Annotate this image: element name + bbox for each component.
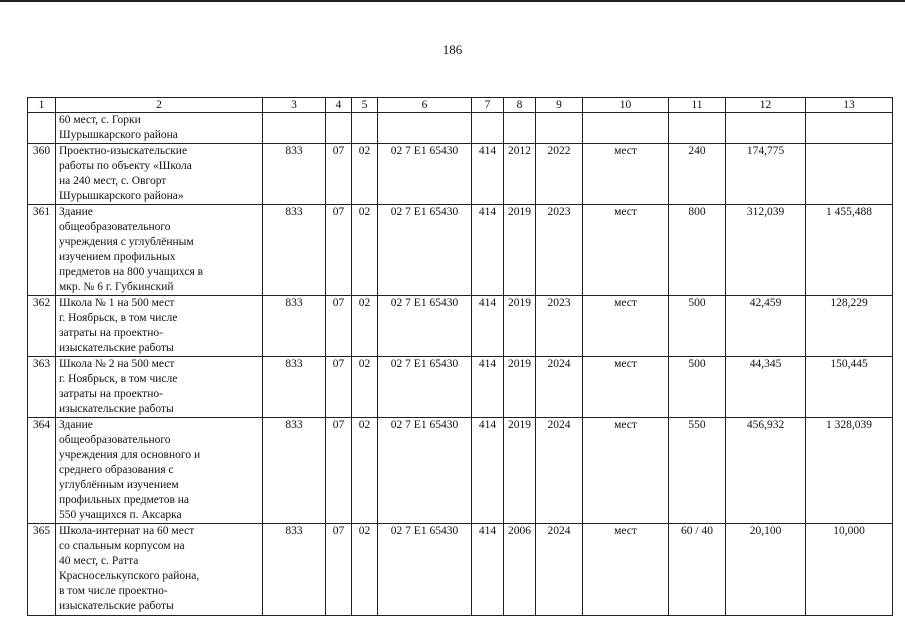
target-article-cell: 02 7 Е1 65430 [378, 296, 472, 357]
budget-table [27, 97, 893, 616]
expense-type-cell: 414 [472, 205, 504, 296]
table-cell [326, 113, 352, 144]
column-header: 10 [583, 98, 669, 113]
unit-cell: мест [583, 144, 669, 205]
table-cell [504, 113, 536, 144]
table-cell [669, 113, 726, 144]
expense-type-cell: 414 [472, 357, 504, 418]
table-row [28, 418, 893, 524]
subsection-code-cell: 02 [352, 296, 378, 357]
column-number-row [28, 98, 893, 113]
column-header: 13 [806, 98, 893, 113]
page-number: 186 [442, 42, 463, 57]
column-header: 3 [263, 98, 326, 113]
capacity-cell: 240 [669, 144, 726, 205]
table-cell [28, 113, 56, 144]
unit-cell: мест [583, 357, 669, 418]
amount-cell: 1 455,488 [806, 205, 893, 296]
section-code-cell: 07 [326, 296, 352, 357]
row-number-cell: 363 [28, 357, 56, 418]
expense-type-cell: 414 [472, 418, 504, 524]
subsection-code-cell: 02 [352, 418, 378, 524]
row-number-cell: 365 [28, 524, 56, 616]
object-name-cell: Здание общеобразовательного учреждения с углублённым изучением профильных предметов на 800 учащихся в мкр. № 6 г. Губкинский [56, 205, 263, 296]
row-number-cell: 360 [28, 144, 56, 205]
end-year-cell: 2024 [536, 357, 583, 418]
expense-type-cell: 414 [472, 524, 504, 616]
table-cell [472, 113, 504, 144]
unit-cell: мест [583, 418, 669, 524]
section-code-cell: 07 [326, 144, 352, 205]
capacity-cell: 500 [669, 357, 726, 418]
row-number-cell: 362 [28, 296, 56, 357]
column-header: 5 [352, 98, 378, 113]
object-name-cell: 60 мест, с. Горки Шурышкарского района [56, 113, 263, 144]
table-row [28, 205, 893, 296]
table-cell [583, 113, 669, 144]
amount-cell: 128,229 [806, 296, 893, 357]
table-cell [536, 113, 583, 144]
table-cell [352, 113, 378, 144]
column-header: 11 [669, 98, 726, 113]
subsection-code-cell: 02 [352, 524, 378, 616]
ministry-code-cell: 833 [263, 524, 326, 616]
table-row [28, 296, 893, 357]
ministry-code-cell: 833 [263, 357, 326, 418]
table-row [28, 524, 893, 616]
table-row [28, 144, 893, 205]
target-article-cell: 02 7 Е1 65430 [378, 144, 472, 205]
amount-cell: 1 328,039 [806, 418, 893, 524]
start-year-cell: 2012 [504, 144, 536, 205]
end-year-cell: 2022 [536, 144, 583, 205]
end-year-cell: 2023 [536, 205, 583, 296]
start-year-cell: 2019 [504, 418, 536, 524]
amount-cell [806, 144, 893, 205]
expense-type-cell: 414 [472, 296, 504, 357]
object-name-cell: Проектно-изыскательские работы по объекту «Школа на 240 мест, с. Овгорт Шурышкарского района» [56, 144, 263, 205]
start-year-cell: 2019 [504, 205, 536, 296]
column-header: 8 [504, 98, 536, 113]
subsection-code-cell: 02 [352, 357, 378, 418]
expense-type-cell: 414 [472, 144, 504, 205]
subsection-code-cell: 02 [352, 205, 378, 296]
object-name-cell: Школа № 2 на 500 мест г. Ноябрьск, в том числе затраты на проектно- изыскательские работы [56, 357, 263, 418]
amount-cell: 42,459 [726, 296, 806, 357]
end-year-cell: 2024 [536, 418, 583, 524]
table-row [28, 357, 893, 418]
column-header: 2 [56, 98, 263, 113]
table-cell [806, 113, 893, 144]
object-name-cell: Здание общеобразовательного учреждения для основного и среднего образования с углублённым изучением профильных предметов на 550 учащихся п. Аксарка [56, 418, 263, 524]
ministry-code-cell: 833 [263, 418, 326, 524]
top-rule [0, 0, 905, 2]
object-name-cell: Школа-интернат на 60 мест со спальным корпусом на 40 мест, с. Ратта Красноселькупского района, в том числе проектно- изыскательские работы [56, 524, 263, 616]
amount-cell: 10,000 [806, 524, 893, 616]
amount-cell: 174,775 [726, 144, 806, 205]
start-year-cell: 2019 [504, 296, 536, 357]
table-cell [726, 113, 806, 144]
row-number-cell: 361 [28, 205, 56, 296]
start-year-cell: 2006 [504, 524, 536, 616]
capacity-cell: 60 / 40 [669, 524, 726, 616]
amount-cell: 150,445 [806, 357, 893, 418]
row-number-cell: 364 [28, 418, 56, 524]
table-cell [263, 113, 326, 144]
capacity-cell: 550 [669, 418, 726, 524]
section-code-cell: 07 [326, 524, 352, 616]
end-year-cell: 2023 [536, 296, 583, 357]
column-header: 12 [726, 98, 806, 113]
amount-cell: 44,345 [726, 357, 806, 418]
column-header: 7 [472, 98, 504, 113]
column-header: 4 [326, 98, 352, 113]
end-year-cell: 2024 [536, 524, 583, 616]
unit-cell: мест [583, 205, 669, 296]
object-name-cell: Школа № 1 на 500 мест г. Ноябрьск, в том числе затраты на проектно- изыскательские работы [56, 296, 263, 357]
target-article-cell: 02 7 Е1 65430 [378, 357, 472, 418]
start-year-cell: 2019 [504, 357, 536, 418]
amount-cell: 20,100 [726, 524, 806, 616]
target-article-cell: 02 7 Е1 65430 [378, 205, 472, 296]
amount-cell: 456,932 [726, 418, 806, 524]
unit-cell: мест [583, 524, 669, 616]
target-article-cell: 02 7 Е1 65430 [378, 524, 472, 616]
column-header: 9 [536, 98, 583, 113]
capacity-cell: 500 [669, 296, 726, 357]
section-code-cell: 07 [326, 357, 352, 418]
column-header: 1 [28, 98, 56, 113]
target-article-cell: 02 7 Е1 65430 [378, 418, 472, 524]
table-cell [378, 113, 472, 144]
section-code-cell: 07 [326, 205, 352, 296]
subsection-code-cell: 02 [352, 144, 378, 205]
ministry-code-cell: 833 [263, 205, 326, 296]
ministry-code-cell: 833 [263, 296, 326, 357]
column-header: 6 [378, 98, 472, 113]
ministry-code-cell: 833 [263, 144, 326, 205]
unit-cell: мест [583, 296, 669, 357]
section-code-cell: 07 [326, 418, 352, 524]
amount-cell: 312,039 [726, 205, 806, 296]
capacity-cell: 800 [669, 205, 726, 296]
continuation-row [28, 113, 893, 144]
